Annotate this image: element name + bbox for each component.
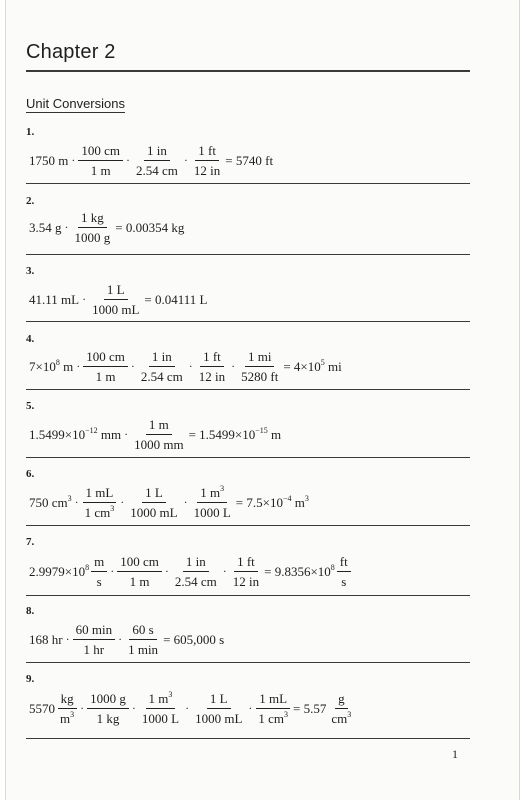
quantity: 750 $cm^3$ [29,493,72,510]
problem-equation: 3.54 g · $\frac{1 kg}{1000 g}$ = 0.00354 kg [29,210,185,245]
quantity: 5570 [29,700,55,716]
conversion-factor: 1 in 2.54 cm [140,349,183,384]
result: = 0.00354 kg [115,219,185,235]
result: = $9.8356\times 10^8$ [264,562,335,579]
result: = 605,000 s [163,631,225,647]
quantity: 41.11 mL [29,291,80,307]
problem-number: 6. [26,468,35,480]
conversion-factor: 60 s 1 min [128,622,159,657]
result: = 5740 ft [225,152,274,168]
result: = 0.04111 L [144,291,208,307]
conversion-factor: 1 in 2.54 cm [136,143,178,178]
problem-number: 8. [26,605,35,617]
conversion-factor: 1 ft 12 in [198,349,226,384]
problem-divider [26,321,470,322]
conversion-factor: $\frac{1 L}{1000 mL}$ [92,282,140,317]
quantity: 1750 m [29,152,69,168]
problem-divider [26,183,470,184]
conversion-factor: $\frac{1 mL}{1 cm^3}$ [255,692,291,725]
problem-divider [26,525,470,526]
result: = 5.57 [293,700,327,716]
conversion-factor: $\frac{1 m^3}{1000 L}$ [193,484,231,520]
result: = $4\times 10^5$ mi [283,357,342,374]
problem-number: 4. [26,333,35,345]
conversion-factor: 1000 g 1 kg [87,692,129,725]
problem-divider [26,254,470,255]
textbook-page [5,0,520,800]
chapter-title: Chapter 2 [26,41,116,63]
problem-number: 7. [26,536,35,548]
conversion-factor: $\frac{1 ft}{12 in}$ [232,554,260,589]
conversion-factor: 100 cm 1 m [117,555,162,588]
quantity: $7\times 10^8$ m [29,357,74,374]
problem-equation: $2.9979\times 10^8$ m s · 100 cm 1 m · 1 in 2.54 cm · $\frac{1 ft}{12 in}$ = $9.8356\times 10^8$ ft s [28,555,352,588]
conversion-factor: $\frac{1 ft}{12 in}$ [193,143,221,178]
result-unit-fraction: ft s [337,555,351,588]
conversion-factor: 1 in 2.54 cm [174,554,217,589]
conversion-factor: 100 cm 1 m [83,350,128,383]
problem-equation: 41.11 mL · $\frac{1 L}{1000 mL}$ = 0.04111 L [29,282,208,317]
problem-number: 9. [26,673,35,685]
problem-equation: 5570 kg $m^3$ · 1000 g 1 kg · 1 $m^3$ 1000 L · 1 L 1000 mL · $\frac{1 mL}{1 cm^3}$ = 5.57 g $cm^3$ [28,692,355,725]
problem-equation: 168 hr · 60 min 1 hr · 60 s 1 min = 605,000 s [29,622,225,657]
quantity: 168 hr [29,631,63,647]
result: = $1.5499\times 10^{-15}$ m [188,425,282,442]
problem-number: 1. [26,126,35,138]
problem-divider [26,457,470,458]
conversion-factor: 100 cm 1 m [78,144,123,177]
result: = $7.5\times 10^{-4}$ $m^3$ [235,493,309,510]
conversion-factor: 1 L 1000 mL [195,691,243,726]
problem-divider [26,738,470,739]
quantity: 3.54 g [29,219,62,235]
conversion-factor: 1 L 1000 mL [130,485,178,520]
page-number: 1 [452,747,458,761]
problem-number: 2. [26,195,35,207]
section-title: Unit Conversions [26,96,125,111]
conversion-factor: $\frac{1 kg}{1000 g}$ [74,210,111,245]
problem-divider [26,662,470,663]
problem-equation: $7\times 10^8$ m · 100 cm 1 m · 1 in 2.54 cm · 1 ft 12 in · $\frac{1 mi}{5280 ft}$ = $4\times 10^5$ mi [29,349,342,384]
result-unit-fraction: g $cm^3$ [331,691,352,726]
unit-fraction: m s [91,555,107,588]
problem-divider [26,389,470,390]
conversion-factor: 1 mL 1 $cm^3$ [82,486,118,519]
problem-divider [26,595,470,596]
conversion-factor: 60 min 1 hr [73,623,115,656]
conversion-factor: 1 $m^3$ 1000 L [141,690,180,726]
quantity: $1.5499\times 10^{-12}$ mm [29,425,122,442]
quantity: $2.9979\times 10^8$ [29,562,90,579]
chapter-divider [26,70,470,72]
unit-fraction: kg $m^3$ [57,692,77,725]
conversion-factor: $\frac{1 m}{1000 mm}$ [134,417,184,452]
problem-equation: $1.5499\times 10^{-12}$ mm · $\frac{1 m}{1000 mm}$ = $1.5499\times 10^{-15}$ m [29,417,282,452]
problem-equation: 1750 m · 100 cm 1 m · 1 in 2.54 cm · $\frac{1 ft}{12 in}$ = 5740 ft [29,143,274,178]
problem-equation: 750 $cm^3$ · 1 mL 1 $cm^3$ · 1 L 1000 mL · $\frac{1 m^3}{1000 L}$ = $7.5\times 10^{-4}$ $m^3$ [29,484,309,520]
problem-number: 5. [26,400,35,412]
conversion-factor: $\frac{1 mi}{5280 ft}$ [241,349,279,384]
problem-number: 3. [26,265,35,277]
